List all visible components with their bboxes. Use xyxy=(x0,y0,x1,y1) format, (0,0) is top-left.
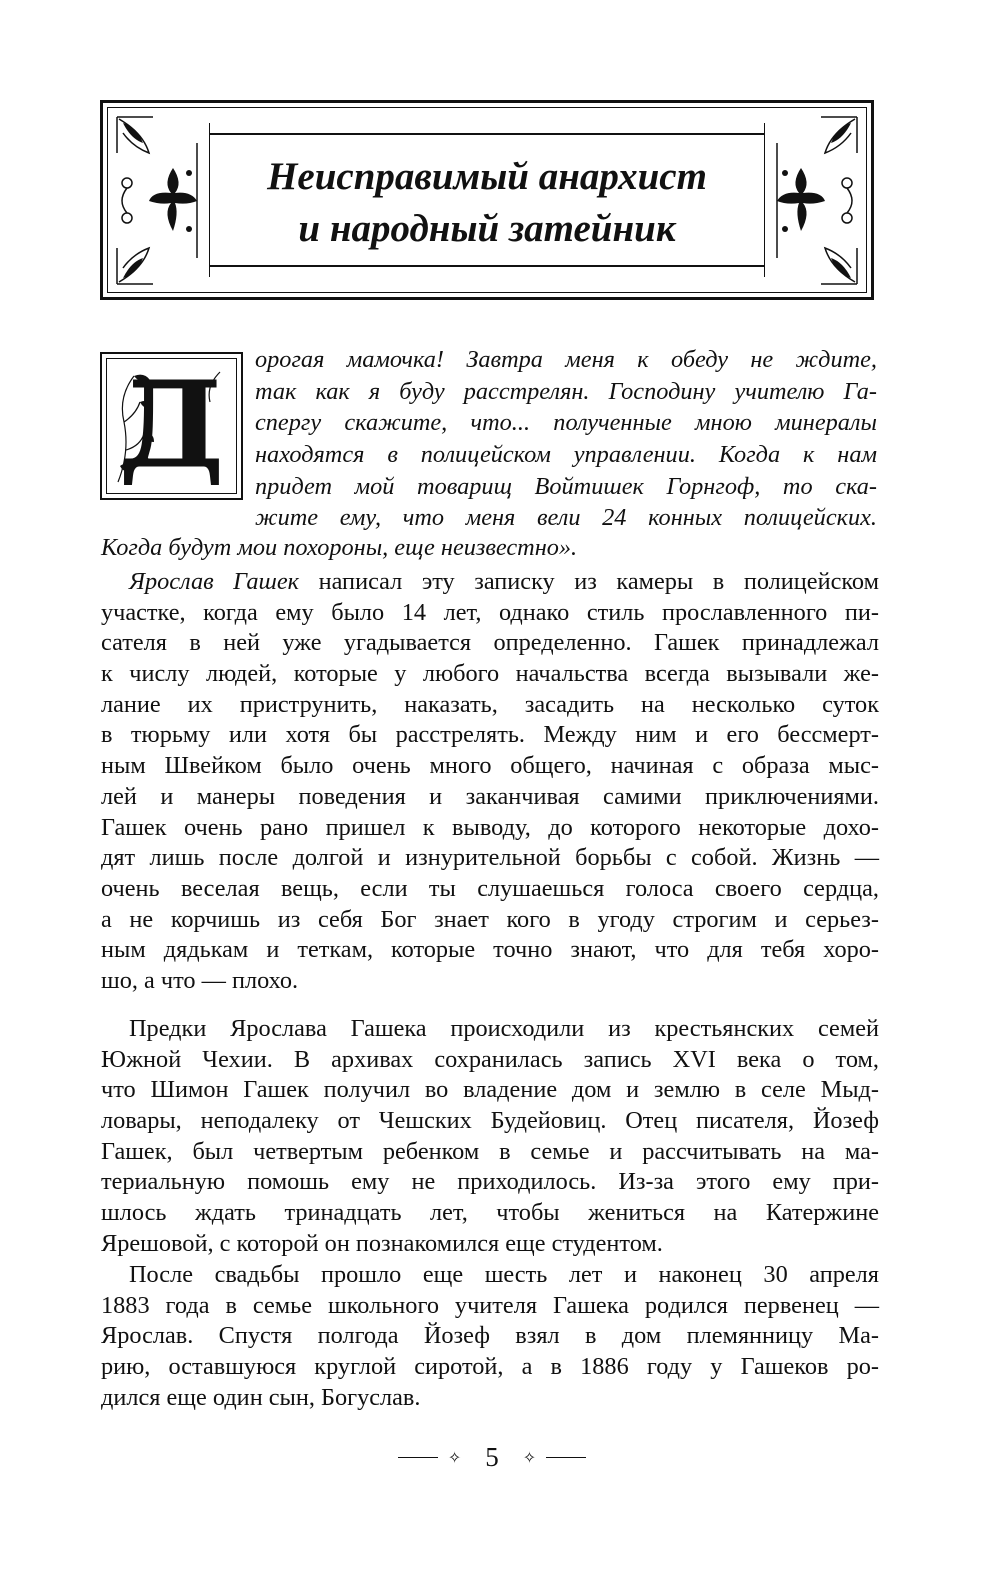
paragraph-line: Южной Чехии. В архивах сохранилась запись XVI века о том, xyxy=(101,1045,879,1073)
paragraph-line: дят лишь после долгой и изнурительной борьбы с собой. Жизнь — xyxy=(101,844,879,872)
paragraph-line: ным Швейком было очень много общего, начиная с образа мыс- xyxy=(101,752,879,780)
letter-line: орогая мамочка! Завтра меня к обеду не ждите, xyxy=(255,346,877,373)
paragraph-line: 1883 года в семье школьного учителя Гашека родился первенец — xyxy=(101,1291,879,1319)
letter-line: жите ему, что меня вели 24 конных полицейских. xyxy=(255,504,877,532)
drop-cap-letter: Д xyxy=(119,355,224,494)
chapter-title-frame xyxy=(100,100,874,300)
letter-line: спергу скажите, что... полученные мною минералы xyxy=(255,409,877,437)
paragraph-line: лей и манеры поведения и заканчивая самими приключениями. xyxy=(101,782,879,810)
drop-cap xyxy=(100,352,243,500)
letter-quote xyxy=(255,344,877,534)
footer-ornament-icon: ✧ xyxy=(522,1449,537,1467)
paragraph-line xyxy=(101,567,879,598)
floral-ornament-icon xyxy=(113,113,199,288)
chapter-title-line-2: и народный затейник xyxy=(298,207,676,250)
paragraph-line: После свадьбы прошло еще шесть лет и наконец 30 апреля xyxy=(129,1261,879,1288)
paragraph-line: шлось ждать тринадцать лет, чтобы жениться на Катержине xyxy=(101,1199,879,1227)
footer-rule xyxy=(546,1457,586,1458)
chapter-title-line-1: Неисправимый анархист xyxy=(267,155,707,198)
paragraph-line: Гашек, был четвертым ребенком в семье и рассчитывать на ма- xyxy=(101,1137,879,1165)
letter-line: придет мой товарищ Войтишек Горнгоф, то ска- xyxy=(255,472,877,500)
paragraph-line: Гашек очень рано пришел к выводу, до которого некоторые дохо- xyxy=(101,813,879,841)
paragraph-line: Предки Ярослава Гашека происходили из крестьянских семей xyxy=(129,1015,879,1042)
paragraph-line: Ярослав. Спустя полгода Йозеф взял в дом племянницу Ма- xyxy=(101,1322,879,1350)
paragraph-line: Ярешовой, с которой он познакомился еще студентом. xyxy=(101,1229,663,1257)
letter-line: находятся в полицейском управлении. Когда к нам xyxy=(255,441,877,469)
chapter-title xyxy=(209,151,765,255)
footer-rule xyxy=(398,1457,438,1458)
letter-line: так как я буду расстрелян. Господину учителю Га- xyxy=(255,377,877,405)
paragraph-3 xyxy=(101,1260,879,1413)
page-footer xyxy=(0,1440,984,1473)
floral-ornament-icon xyxy=(775,113,861,288)
title-inner-frame xyxy=(209,133,765,267)
footer-ornament-icon: ✧ xyxy=(447,1449,462,1467)
paragraph-2 xyxy=(101,1014,879,1260)
paragraph-line: сателя в ней уже угадывается определенно. Гашек принадлежал xyxy=(101,629,879,657)
page-number: 5 xyxy=(485,1442,499,1473)
paragraph-line: а не корчишь из себя Бог знает кого в угоду строгим и серьез- xyxy=(101,905,879,933)
letter-last-line: Когда будут мои похороны, еще неизвестно». xyxy=(101,534,578,561)
paragraph-line: в тюрьму или хотя бы расстрелять. Между ним и его бессмерт- xyxy=(101,721,879,749)
paragraph-line: что Шимон Гашек получил во владение дом и землю в селе Мыд- xyxy=(101,1076,879,1104)
paragraph-line: ловары, неподалеку от Чешских Будейовиц. Отец писателя, Йозеф xyxy=(101,1107,879,1135)
paragraph-line: лание их приструнить, наказать, засадить на несколько суток xyxy=(101,690,879,718)
paragraph-line: ным дядькам и теткам, которые точно знают, что для тебя хоро- xyxy=(101,936,879,964)
paragraph-line-text: написал эту записку из камеры в полицейском xyxy=(299,568,879,595)
paragraph-line: шо, а что — плохо. xyxy=(101,966,299,994)
paragraph-line: очень веселая вещь, если ты слушаешься голоса своего сердца, xyxy=(101,874,879,902)
paragraph-line: участке, когда ему было 14 лет, однако стиль прославленного пи- xyxy=(101,598,879,626)
paragraph-line: териальную помошь ему не приходилось. Из-за этого ему при- xyxy=(101,1168,879,1196)
paragraph-1 xyxy=(101,567,879,997)
author-name: Ярослав Гашек xyxy=(129,568,300,595)
paragraph-line: дился еще один сын, Богуслав. xyxy=(101,1383,421,1411)
paragraph-line: рию, оставшуюся круглой сиротой, а в 1886 году у Гашеков ро- xyxy=(101,1353,879,1381)
paragraph-line: к числу людей, которые у любого начальства всегда вызывали же- xyxy=(101,660,879,688)
